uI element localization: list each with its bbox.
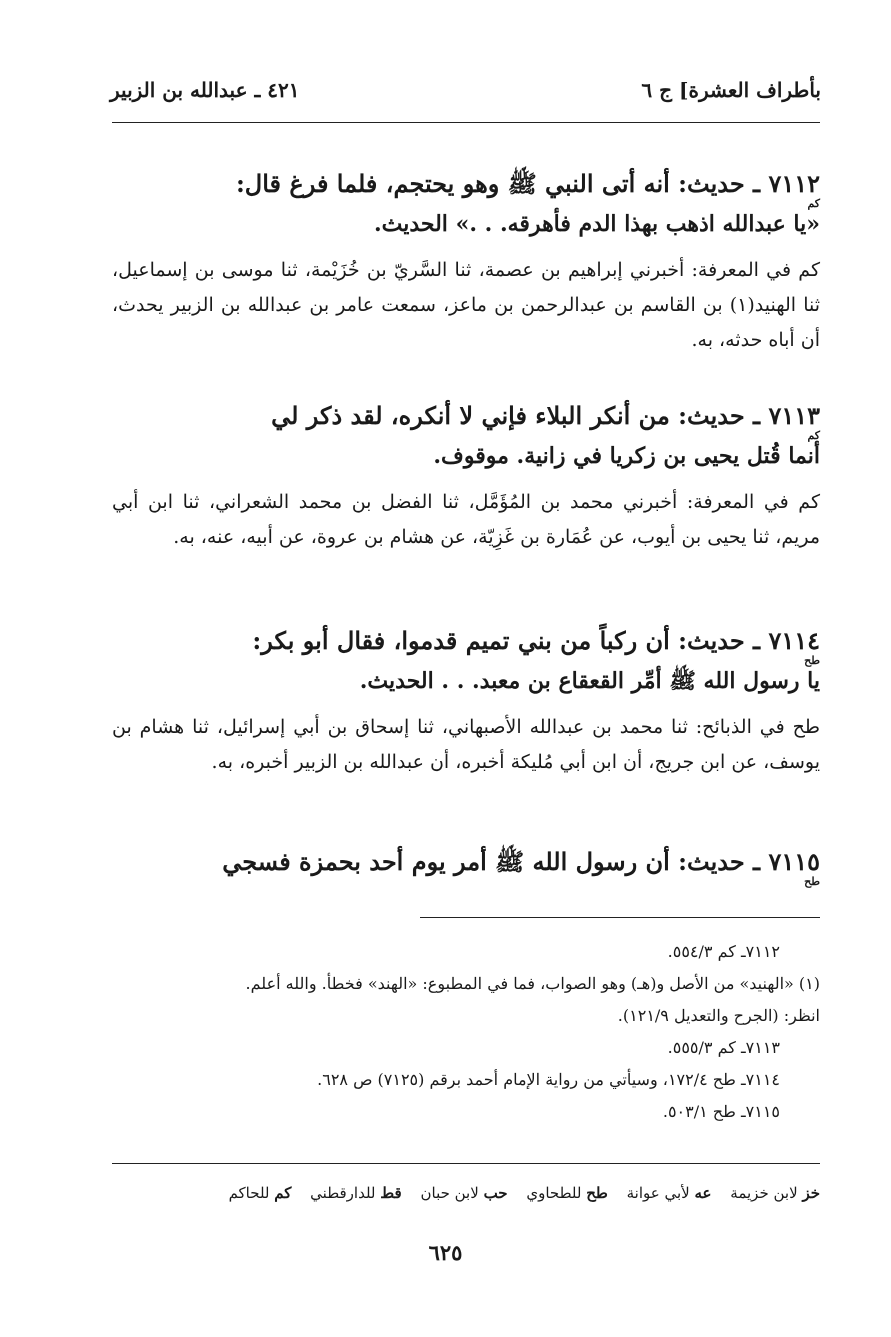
running-header [110, 78, 821, 108]
abbreviation-text: لأبي عوانة [626, 1184, 690, 1202]
footnote: (١) «الهنيد» من الأصل و(هـ) وهو الصواب، فما في المطبوع: «الهند» فخطأ. والله أعلم. [245, 974, 820, 993]
entry-isnad: كم في المعرفة: أخبرني إبراهيم بن عصمة، ثنا السَّريّ بن خُزَيْمة، ثنا موسى بن إسماعيل، ثنا الهنيد(١) بن القاسم بن عبدالرحمن بن ماعز، سمعت عامر بن عبدالله بن الزبير يحدث، أن أباه حدثه، به. [112, 259, 820, 351]
abbreviation-code: كم [274, 1184, 292, 1202]
footnote: ٧١١٣ـ كم ٥٥٥/٣. [667, 1038, 780, 1057]
source-code: كم [807, 197, 820, 210]
entry-heading: ٧١١٢ ـ حديث: أنه أتى النبي ﷺ وهو يحتجم، فلما فرغ قال: [235, 169, 820, 198]
abbreviation-item [229, 1184, 292, 1202]
abbreviation-item [310, 1184, 402, 1202]
abbreviation-item [420, 1184, 507, 1202]
entry-heading-continuation: أنما قُتل يحيى بن زكريا في زانية. موقوف. [433, 443, 820, 469]
abbreviation-text: لابن خزيمة [730, 1184, 798, 1202]
abbreviation-code: طح [586, 1184, 608, 1202]
page-number: ٦٢٥ [428, 1240, 463, 1265]
entry-heading-continuation: يا رسول الله ﷺ أمِّر القعقاع بن معبد. . . الحديث. [359, 668, 820, 694]
abbreviation-item [627, 1184, 712, 1202]
entry-heading: ٧١١٣ ـ حديث: من أنكر البلاء فإني لا أنكره، لقد ذكر لي [271, 401, 820, 430]
abbreviation-key [112, 1184, 820, 1202]
source-code: طح [804, 654, 820, 667]
entry-heading: ٧١١٤ ـ حديث: أن ركباً من بني تميم قدموا، فقال أبو بكر: [252, 626, 820, 655]
footnotes [112, 936, 820, 1128]
header-rule [112, 122, 820, 123]
header-chapter-title: ٤٢١ ـ عبدالله بن الزبير [110, 78, 300, 102]
abbreviation-text: للطحاوي [526, 1184, 582, 1202]
entry-isnad: طح في الذبائح: ثنا محمد بن عبدالله الأصبهاني، ثنا إسحاق بن أبي إسرائيل، ثنا هشام بن يوسف، عن ابن جريج، أن ابن أبي مُليكة أخبره، أن عبدالله بن الزبير أخبره، به. [112, 716, 820, 773]
abbreviation-text: لابن حبان [420, 1184, 479, 1202]
footnote-rule [420, 917, 820, 918]
entry-heading: ٧١١٥ ـ حديث: أن رسول الله ﷺ أمر يوم أحد بحمزة فسجي [222, 847, 820, 876]
abbreviation-text: للحاكم [228, 1184, 270, 1202]
footnote: ٧١١٥ـ طح ٥٠٣/١. [662, 1102, 780, 1121]
abbreviation-rule [112, 1163, 820, 1164]
abbreviation-code: قط [380, 1184, 402, 1202]
hadith-entry-7113 [112, 402, 820, 555]
hadith-entry-7114 [112, 627, 820, 780]
footnote: ٧١١٤ـ طح ١٧٢/٤، وسيأتي من رواية الإمام أحمد برقم (٧١٢٥) ص ٦٢٨. [317, 1070, 780, 1089]
hadith-entry-7112 [112, 170, 820, 358]
source-code: كم [807, 429, 820, 442]
entry-heading-continuation: «يا عبدالله اذهب بهذا الدم فأهرقه. . .» الحديث. [373, 211, 820, 237]
abbreviation-item [730, 1184, 820, 1202]
abbreviation-text: للدارقطني [310, 1184, 376, 1202]
footnote: انظر: (الجرح والتعديل ١٢١/٩). [617, 1006, 820, 1025]
footnote: ٧١١٢ـ كم ٥٥٤/٣. [667, 942, 780, 961]
header-book-title: بأطراف العشرة] ج ٦ [641, 78, 821, 102]
abbreviation-code: خز [802, 1184, 820, 1202]
abbreviation-item [526, 1184, 607, 1202]
abbreviation-code: عه [694, 1184, 712, 1202]
source-code: طح [804, 875, 820, 888]
hadith-entry-7115 [112, 848, 820, 887]
abbreviation-code: حب [483, 1184, 508, 1202]
entry-isnad: كم في المعرفة: أخبرني محمد بن المُؤَمَّل، ثنا الفضل بن محمد الشعراني، ثنا ابن أبي مريم، ثنا يحيى بن أيوب، عن عُمَارة بن غَزِيّة، عن هشام بن عروة، عن أبيه، عنه، به. [112, 491, 820, 548]
